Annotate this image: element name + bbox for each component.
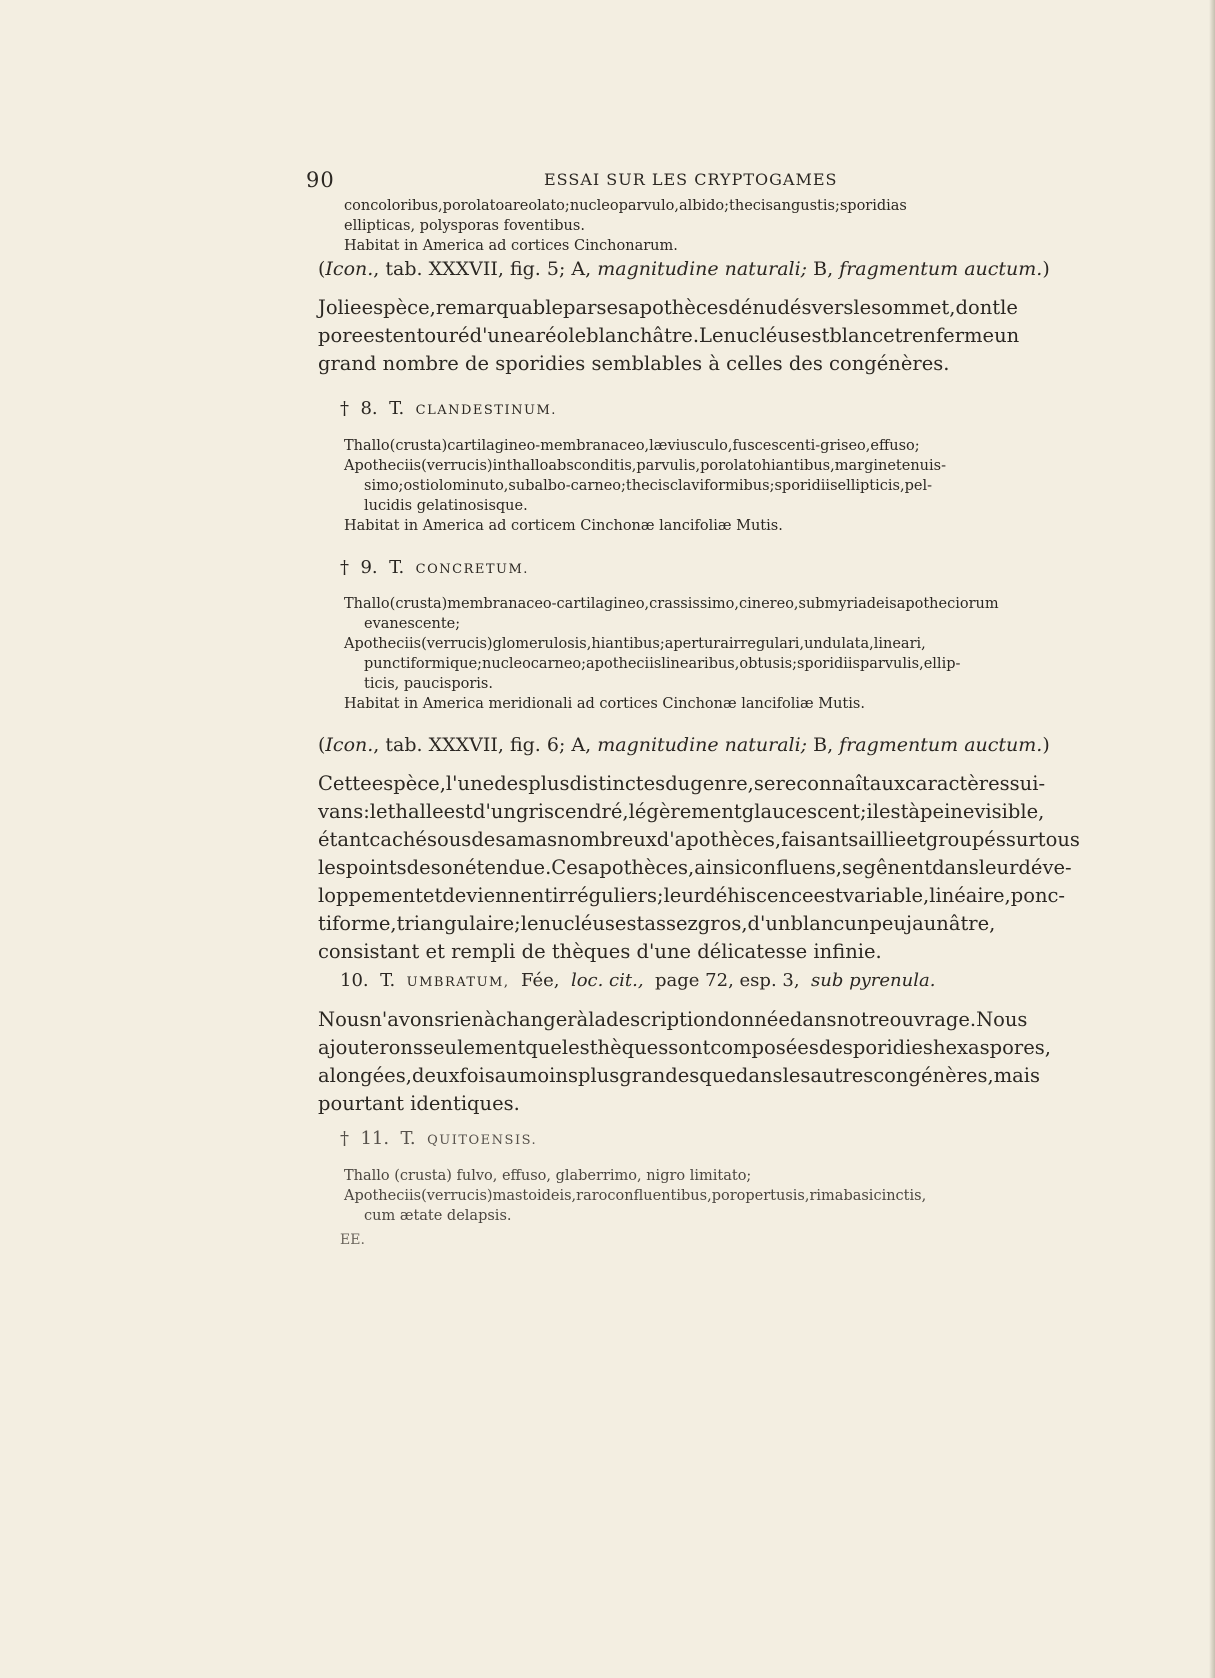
signature-mark: EE. — [340, 1232, 365, 1248]
text-line: Nous n'avons rien à changer à la description donnée dans notre ouvrage. Nous — [318, 1008, 1028, 1031]
species-heading: † 8. T. CLANDESTINUM. — [340, 398, 557, 419]
text-line: Thallo (crusta) fulvo, effuso, glaberrimo, nigro limitato; — [344, 1168, 752, 1184]
species-heading: † 9. T. CONCRETUM. — [340, 557, 529, 578]
text-line: Apotheciis (verrucis) in thallo absconditis, parvulis, poro lato hiantibus, margine tenuis- — [344, 458, 946, 474]
text-line: grand nombre de sporidies semblables à celles des congénères. — [318, 352, 950, 375]
continued-description — [344, 196, 907, 256]
text-line: Apotheciis (verrucis) glomerulosis, hiantibus; apertura irregulari, undulata, lineari, — [344, 636, 926, 652]
icon-reference: (Icon., tab. XXXVII, fig. 6; A, magnitudine naturali; B, fragmentum auctum.) — [318, 734, 1050, 756]
species-description — [344, 436, 946, 536]
paragraph — [318, 770, 1080, 966]
text-line: Thallo (crusta) cartilagineo-membranaceo, læviusculo, fuscescenti-griseo, effuso; — [344, 438, 920, 454]
paragraph — [318, 1006, 1051, 1118]
icon-reference: (Icon., tab. XXXVII, fig. 5; A, magnitudine naturali; B, fragmentum auctum.) — [318, 258, 1050, 280]
species-name: CONCRETUM. — [415, 562, 529, 577]
dagger-mark: † — [340, 1128, 349, 1149]
text-line: Habitat in America ad corticem Cinchonæ lancifoliæ Mutis. — [344, 518, 783, 534]
text-line: simo; ostiolo minuto, subalbo-carneo; thecis claviformibus; sporidiis ellipticis, pel- — [364, 478, 932, 494]
paragraph — [318, 294, 1020, 378]
species-heading: 10. T. UMBRATUM, Fée, loc. cit., page 72, esp. 3, sub pyrenula. — [340, 970, 936, 991]
text-line: Thallo (crusta) membranaceo-cartilagineo, crassissimo, cinereo, sub myriadeis apotheciorum — [344, 596, 999, 612]
species-description — [344, 594, 999, 714]
text-line: lucidis gelatinosisque. — [364, 498, 528, 514]
text-line: étant caché sous des amas nombreux d'apothèces, faisant saillie et groupés sur tous — [318, 828, 1080, 851]
page-header — [306, 168, 866, 194]
text-line: concoloribus, poro lato areolato; nucleo parvulo, albido; thecis angustis; sporidias — [344, 198, 907, 214]
text-line: ellipticas, polysporas foventibus. — [344, 218, 585, 234]
page-number: 90 — [306, 168, 335, 192]
text-line: pourtant identiques. — [318, 1092, 520, 1115]
text-line: Apotheciis (verrucis) mastoideis, raro confluentibus, poro pertusis, rima basi cinctis, — [344, 1188, 927, 1204]
page-edge-shadow — [1209, 0, 1215, 1678]
running-title: ESSAI SUR LES CRYPTOGAMES — [544, 170, 838, 189]
text-line: alongées, deux fois au moins plus grandes que dans les autres congénères, mais — [318, 1064, 1041, 1087]
species-description — [344, 1166, 927, 1226]
text-line: Cette espèce, l'une des plus distinctes du genre, se reconnaît aux caractères sui- — [318, 772, 1046, 795]
text-line: tiforme, triangulaire; le nucléus est assez gros, d'un blanc un peu jaunâtre, — [318, 912, 996, 935]
dagger-mark: † — [340, 557, 349, 578]
text-line: Habitat in America ad cortices Cinchonarum. — [344, 238, 678, 254]
text-line: punctiformique; nucleo carneo; apotheciis linearibus, obtusis; sporidiis parvulis, ellip- — [364, 656, 961, 672]
dagger-mark: † — [340, 398, 349, 419]
text-line: vans : le thalle est d'un gris cendré, légèrement glaucescent; il est à peine visible, — [318, 800, 1045, 823]
text-line: pore est entouré d'une aréole blanchâtre. Le nucléus est blanc et renferme un — [318, 324, 1020, 347]
text-line: cum ætate delapsis. — [364, 1208, 512, 1224]
species-name: CLANDESTINUM. — [415, 403, 557, 418]
text-line: Habitat in America meridionali ad cortices Cinchonæ lancifoliæ Mutis. — [344, 696, 865, 712]
species-name: QUITOENSIS. — [427, 1133, 538, 1148]
text-line: ticis, paucisporis. — [364, 676, 493, 692]
text-line: ajouterons seulement que les thèques sont composées de sporidies hexaspores, — [318, 1036, 1051, 1059]
species-heading: † 11. T. QUITOENSIS. — [340, 1128, 538, 1149]
text-line: les points de son étendue. Ces apothèces, ainsi confluens, se gênent dans leur déve- — [318, 856, 1072, 879]
text-line: consistant et rempli de thèques d'une délicatesse infinie. — [318, 940, 882, 963]
text-line: loppement et deviennent irréguliers; leur déhiscence est variable, linéaire, ponc- — [318, 884, 1066, 907]
text-line: Jolie espèce, remarquable par ses apothèces dénudés vers le sommet, dont le — [318, 296, 1018, 319]
text-line: evanescente; — [364, 616, 461, 632]
species-name: UMBRATUM, — [406, 975, 510, 990]
